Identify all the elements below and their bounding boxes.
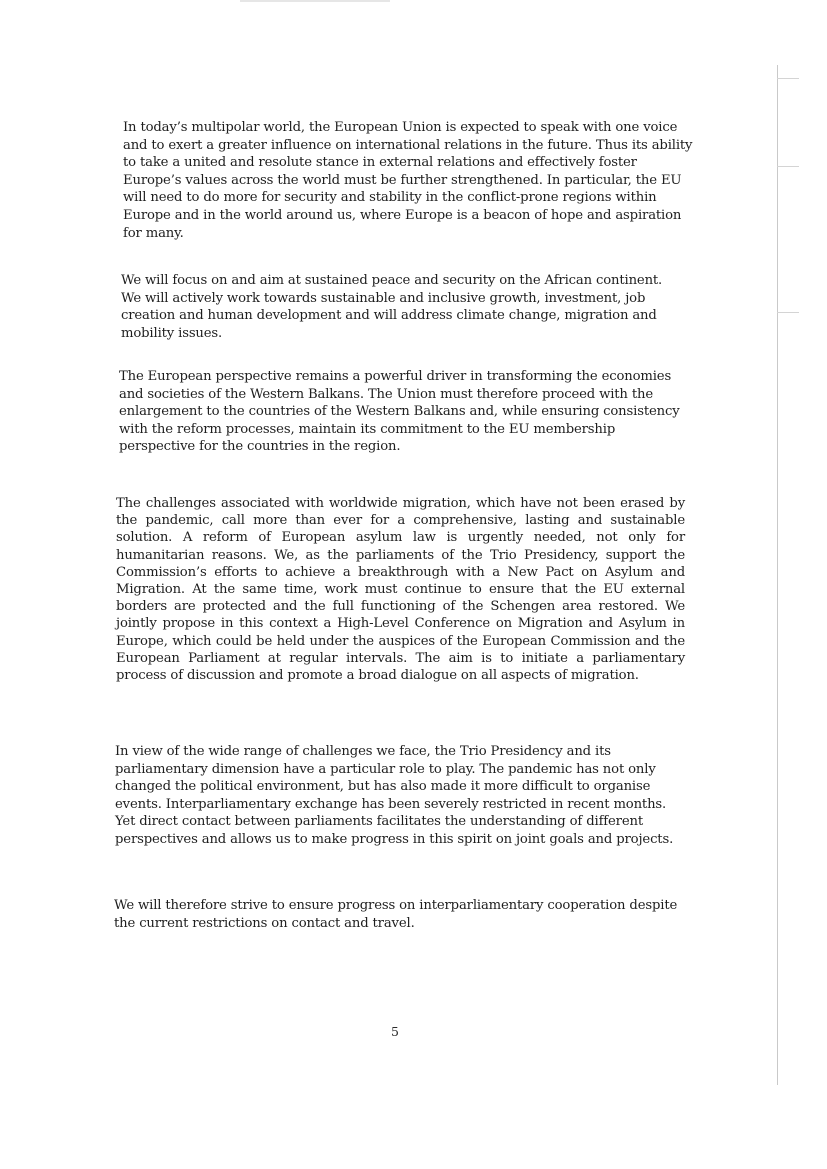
- paragraph-african-continent: We will focus on and aim at sustained peace and security on the African continent. We will actively work towards sustainable and inclusive growth, investment, job creation and human development and will address climate change, migration and mobility issues.: [121, 273, 663, 341]
- paragraph-eu-multipolar-world: In today’s multipolar world, the European Union is expected to speak with one voice and to exert a greater influence on international relations in the future. Thus its ability to take a united and resolute stance in external relations and effectively foster Europe’s values across the world must be further strengthened. In particular, the EU will need to do more for security and stability in the conflict-prone regions within Europe and in the world around us, where Europe is a beacon of hope and aspiration for many.: [123, 120, 693, 241]
- page-number: 5: [391, 1024, 399, 1039]
- scan-edge-tick: [777, 312, 799, 313]
- scan-edge-tick: [777, 78, 799, 79]
- paragraph-migration: The challenges associated with worldwide migration, which have not been erased by the pandemic, call more than ever for a comprehensive, lasting and sustainable solution. A reform of European asylum law is urgently needed, not only for humanitarian reasons. We, as the parliaments of the Trio Presidency, support the Commission’s efforts to achieve a breakthrough with a New Pact on Asylum and Migration. At the same time, work must continue to ensure that the EU external borders are protected and the full functioning of the Schengen area restored. We jointly propose in this context a High-Level Conference on Migration and Asylum in Europe, which could be held under the auspices of the European Commission and the European Parliament at regular intervals. The aim is to initiate a parliamentary process of discussion and promote a broad dialogue on all aspects of migration.: [116, 496, 685, 684]
- scan-edge-line: [777, 65, 778, 1085]
- scan-edge-tick: [777, 166, 799, 167]
- paragraph-interparliamentary-cooperation: We will therefore strive to ensure progress on interparliamentary cooperation despite the current restrictions on contact and travel.: [114, 898, 678, 931]
- paragraph-trio-presidency: In view of the wide range of challenges we face, the Trio Presidency and its parliamentary dimension have a particular role to play. The pandemic has not only changed the political environment, but has also made it more difficult to organise events. Interparliamentary exchange has been severely restricted in recent months. Yet direct contact between parliaments facilitates the understanding of different perspectives and allows us to make progress in this spirit on joint goals and projects.: [115, 744, 674, 847]
- scan-artifact-top: [240, 0, 390, 2]
- paragraph-western-balkans: The European perspective remains a powerful driver in transforming the economies and societies of the Western Balkans. The Union must therefore proceed with the enlargement to the countries of the Western Balkans and, while ensuring consistency with the reform processes, maintain its commitment to the EU membership perspective for the countries in the region.: [119, 369, 680, 455]
